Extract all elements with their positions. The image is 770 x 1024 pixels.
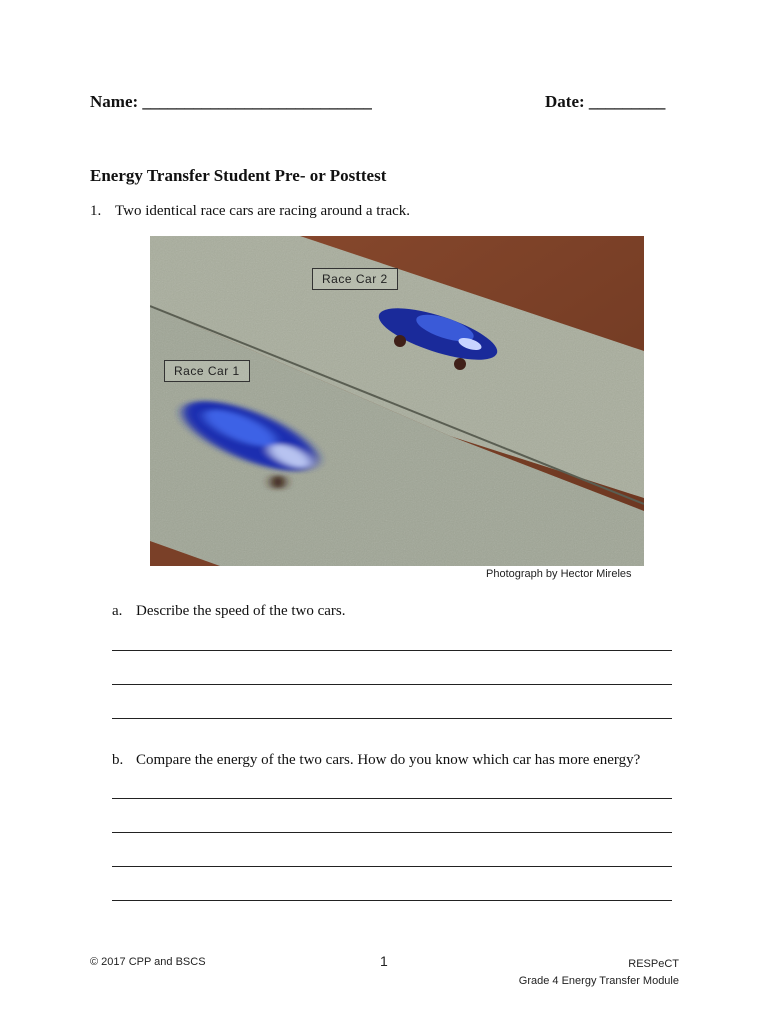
question-1 bbox=[90, 203, 410, 220]
question-1b bbox=[112, 752, 640, 769]
answer-line-a-1[interactable] bbox=[112, 650, 672, 651]
answer-line-a-3[interactable] bbox=[112, 718, 672, 719]
footer-module-info bbox=[519, 956, 679, 990]
question-number: 1. bbox=[90, 203, 102, 219]
footer-module: Grade 4 Energy Transfer Module bbox=[518, 975, 679, 987]
race-car-2-label: Race Car 2 bbox=[312, 268, 398, 290]
answer-line-b-1[interactable] bbox=[112, 798, 672, 799]
part-letter: b. bbox=[112, 752, 124, 768]
question-text: Two identical race cars are racing around a track. bbox=[115, 203, 411, 219]
part-text: Describe the speed of the two cars. bbox=[136, 603, 346, 619]
photo-credit: Photograph by Hector Mireles bbox=[486, 568, 632, 580]
question-1a bbox=[112, 603, 346, 620]
date-field-label: Date: _________ bbox=[545, 92, 666, 111]
answer-line-a-2[interactable] bbox=[112, 684, 672, 685]
footer-program: RESPeCT bbox=[628, 958, 679, 970]
part-letter: a. bbox=[112, 603, 123, 619]
answer-line-b-2[interactable] bbox=[112, 832, 672, 833]
race-car-1-label: Race Car 1 bbox=[164, 360, 250, 382]
race-cars-photo bbox=[150, 236, 644, 566]
page-number: 1 bbox=[380, 953, 388, 969]
name-field-label: Name: ___________________________ bbox=[90, 92, 372, 111]
part-text: Compare the energy of the two cars. How do you know which car has more energy? bbox=[136, 752, 641, 768]
page-title: Energy Transfer Student Pre- or Posttest bbox=[90, 166, 387, 185]
footer-copyright: © 2017 CPP and BSCS bbox=[90, 956, 206, 968]
answer-line-b-3[interactable] bbox=[112, 866, 672, 867]
answer-line-b-4[interactable] bbox=[112, 900, 672, 901]
